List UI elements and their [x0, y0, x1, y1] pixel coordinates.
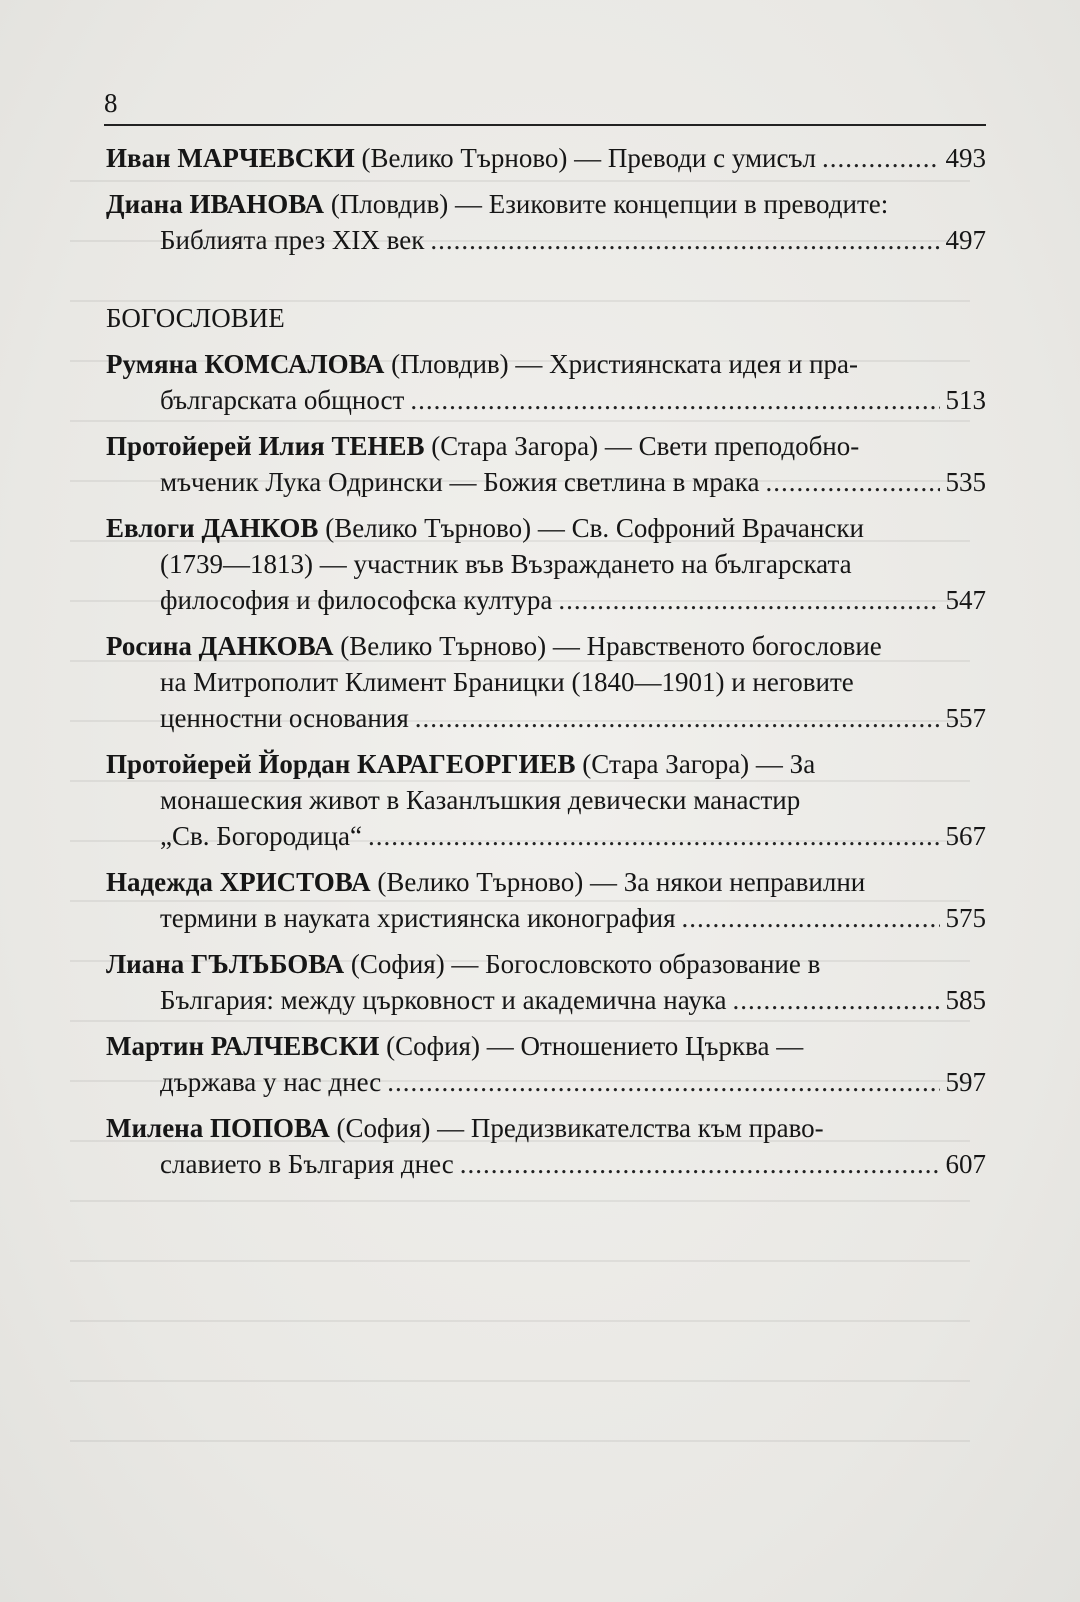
entry-title-line: (Пловдив) — Езиковите концепции в преводите:: [330, 189, 889, 219]
entry-page-number: 513: [945, 385, 986, 415]
toc-entry-line: [106, 946, 986, 982]
entry-page-number: 607: [945, 1149, 986, 1179]
entry-author: Румяна КОМСАЛОВА: [106, 349, 385, 379]
toc-entry: [106, 1028, 986, 1100]
toc-entry-line: [106, 700, 986, 736]
entry-title-line: (София) — Богословското образование в: [350, 949, 821, 979]
entry-title-line: ценностни основания: [160, 703, 409, 733]
entry-title-line: България: между църковност и академична наука: [160, 985, 727, 1015]
entry-title-line: (Велико Търново) — Нравственото богословие: [340, 631, 882, 661]
toc-entry: [106, 346, 986, 418]
entry-title-line: държава у нас днес: [160, 1067, 382, 1097]
section-title: БОГОСЛОВИЕ: [106, 303, 285, 333]
entry-author: Мартин РАЛЧЕВСКИ: [106, 1031, 380, 1061]
entry-page-number: 567: [945, 821, 986, 851]
table-of-contents: [106, 140, 986, 1192]
toc-entry: [106, 186, 986, 258]
leader-dots: [430, 222, 939, 258]
toc-entry-line: [106, 1028, 986, 1064]
entry-title-line: на Митрополит Климент Браницки (1840—1901) и неговите: [160, 667, 854, 697]
entry-title-line: (Стара Загора) — За: [582, 749, 816, 779]
entry-page-number: 497: [945, 225, 986, 255]
entry-author: Евлоги ДАНКОВ: [106, 513, 319, 543]
toc-entry-line: [106, 582, 986, 618]
entry-page-number: 597: [945, 1067, 986, 1097]
entry-title-line: (Велико Търново) — Св. Софроний Врачански: [325, 513, 864, 543]
toc-entry-line: [106, 428, 986, 464]
toc-entry-line: [106, 628, 986, 664]
toc-entry-line: [106, 1146, 986, 1182]
toc-entry-line: [106, 346, 986, 382]
toc-entry-line: [106, 510, 986, 546]
entry-author: Лиана ГЪЛЪБОВА: [106, 949, 345, 979]
header-rule: [104, 124, 986, 126]
toc-entry-line: [106, 864, 986, 900]
entry-author: Протойерей Илия ТЕНЕВ: [106, 431, 425, 461]
entry-author: Иван МАРЧЕВСКИ: [106, 143, 355, 173]
entry-author: Милена ПОПОВА: [106, 1113, 330, 1143]
toc-entry-line: [106, 222, 986, 258]
leader-dots: [682, 900, 940, 936]
toc-entry-line: [106, 382, 986, 418]
entry-title-line: философия и философска култура: [160, 585, 553, 615]
leader-dots: [368, 818, 940, 854]
toc-entry-line: [106, 1110, 986, 1146]
entry-page-number: 535: [945, 467, 986, 497]
entry-title-line: българската общност: [160, 385, 405, 415]
toc-entry: [106, 510, 986, 618]
toc-entry: [106, 628, 986, 736]
entry-title-line: (София) — Отношението Църква —: [386, 1031, 804, 1061]
toc-entry: [106, 864, 986, 936]
entry-author: Диана ИВАНОВА: [106, 189, 325, 219]
entry-page-number: 547: [945, 585, 986, 615]
toc-entry-line: [106, 1064, 986, 1100]
entry-title-line: (Велико Търново) — Преводи с умисъл: [361, 143, 816, 173]
toc-entry-line: [106, 140, 986, 176]
leader-dots: [415, 700, 940, 736]
entry-title-line: монашеския живот в Казанлъшкия девически манастир: [160, 785, 801, 815]
entry-title-line: славието в България днес: [160, 1149, 454, 1179]
entry-title-line: Библията през XIX век: [160, 225, 425, 255]
entry-page-number: 557: [945, 703, 986, 733]
toc-entry-line: [106, 546, 986, 582]
entry-page-number: 585: [945, 985, 986, 1015]
toc-entry-line: [106, 186, 986, 222]
entry-title-line: „Св. Богородица“: [160, 821, 362, 851]
toc-entry-line: [106, 664, 986, 700]
entry-title-line: (Стара Загора) — Свети преподобно-: [431, 431, 860, 461]
toc-entry-line: [106, 464, 986, 500]
entry-title-line: (Велико Търново) — За някои неправилни: [377, 867, 866, 897]
toc-entry: [106, 140, 986, 176]
leader-dots: [765, 464, 939, 500]
page-number: 8: [104, 88, 118, 118]
entry-author: Протойерей Йордан КАРАГЕОРГИЕВ: [106, 749, 576, 779]
entry-title-line: (Пловдив) — Християнската идея и пра-: [391, 349, 858, 379]
toc-entry: [106, 746, 986, 854]
toc-entry-line: [106, 900, 986, 936]
entry-author: Надежда ХРИСТОВА: [106, 867, 371, 897]
toc-entry: [106, 946, 986, 1018]
entry-title-line: термини в науката християнска иконография: [160, 903, 676, 933]
leader-dots: [387, 1064, 939, 1100]
leader-dots: [460, 1146, 940, 1182]
entry-page-number: 493: [945, 143, 986, 173]
entry-title-line: мъченик Лука Одрински — Божия светлина в мрака: [160, 467, 760, 497]
entry-page-number: 575: [945, 903, 986, 933]
toc-entry-line: [106, 982, 986, 1018]
entry-author: Росина ДАНКОВА: [106, 631, 334, 661]
toc-entry: [106, 428, 986, 500]
toc-entry-line: [106, 746, 986, 782]
leader-dots: [822, 140, 940, 176]
entry-title-line: (София) — Предизвикателства към право-: [336, 1113, 824, 1143]
leader-dots: [558, 582, 939, 618]
toc-entry-line: [106, 818, 986, 854]
leader-dots: [733, 982, 940, 1018]
entry-title-line: (1739—1813) — участник във Възраждането на българската: [160, 549, 852, 579]
leader-dots: [410, 382, 939, 418]
toc-entry-line: [106, 782, 986, 818]
toc-entry: [106, 1110, 986, 1182]
